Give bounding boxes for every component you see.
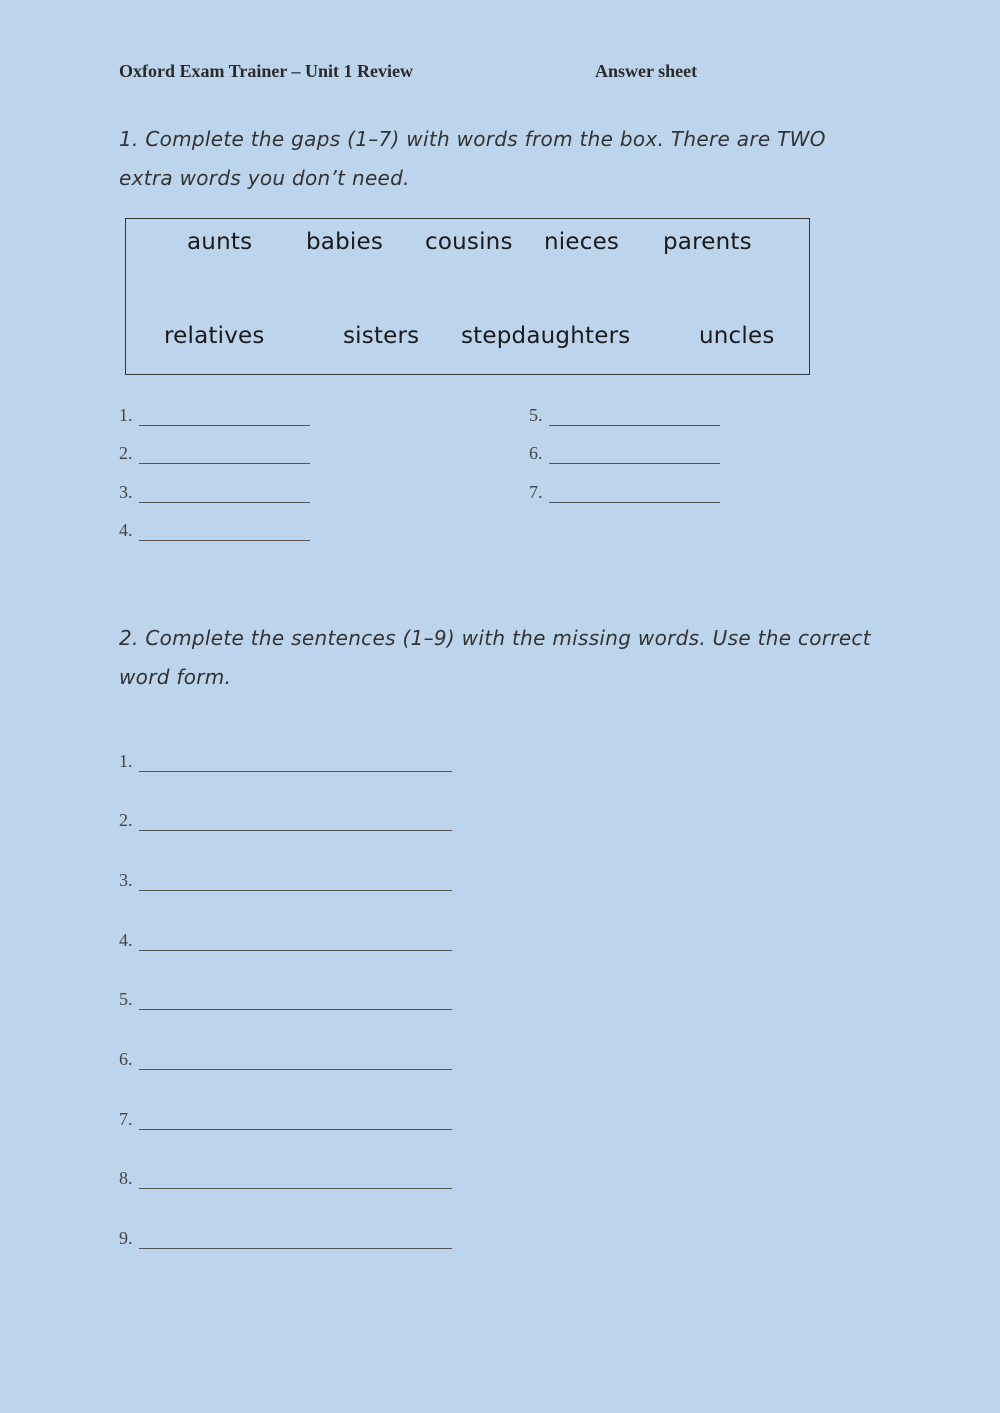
ex2-answer-blank[interactable]: [139, 816, 452, 831]
answer-sheet-label: Answer sheet: [595, 61, 698, 81]
ex1-answer-line[interactable]: [529, 482, 720, 503]
word-box-item: stepdaughters: [461, 323, 631, 349]
word-box-item: nieces: [544, 229, 620, 255]
ex1-answer-blank[interactable]: [139, 411, 310, 426]
ex2-answer-blank[interactable]: [139, 1055, 452, 1070]
ex2-answer-blank[interactable]: [139, 936, 452, 951]
word-box-item: relatives: [164, 323, 265, 349]
ex2-answer-number: 1.: [119, 751, 133, 771]
ex1-answer-blank[interactable]: [139, 488, 310, 503]
ex1-answer-line[interactable]: [529, 405, 720, 426]
ex2-answer-line[interactable]: [119, 810, 452, 831]
ex2-answer-number: 7.: [119, 1109, 133, 1129]
ex2-answer-blank[interactable]: [139, 1174, 452, 1189]
word-box-item: sisters: [343, 323, 420, 349]
ex1-answer-line[interactable]: [119, 405, 310, 426]
word-box-item: babies: [306, 229, 384, 255]
ex2-answer-blank[interactable]: [139, 1115, 452, 1130]
ex2-answer-number: 9.: [119, 1228, 133, 1248]
word-box-item: uncles: [699, 323, 775, 349]
ex1-answer-number: 7.: [529, 482, 543, 502]
ex2-answer-blank[interactable]: [139, 757, 452, 772]
ex2-answer-line[interactable]: [119, 751, 452, 772]
ex2-answer-number: 2.: [119, 810, 133, 830]
exercise1-instruction-line2: extra words you don’t need.: [119, 166, 410, 190]
exercise2-instruction: [119, 619, 879, 697]
exercise2-instruction-line1: 2. Complete the sentences (1–9) with the missing words. Use the correct: [119, 626, 871, 650]
ex2-answer-blank[interactable]: [139, 876, 452, 891]
ex1-answer-line[interactable]: [119, 443, 310, 464]
ex1-answer-number: 2.: [119, 443, 133, 463]
ex2-answer-line[interactable]: [119, 930, 452, 951]
word-box-item: parents: [663, 229, 752, 255]
ex2-answer-line[interactable]: [119, 1109, 452, 1130]
ex2-answer-blank[interactable]: [139, 1234, 452, 1249]
ex1-answer-blank[interactable]: [549, 449, 720, 464]
ex2-answer-number: 5.: [119, 989, 133, 1009]
ex1-answer-line[interactable]: [119, 520, 310, 541]
ex1-answer-blank[interactable]: [549, 411, 720, 426]
ex1-answer-number: 6.: [529, 443, 543, 463]
worksheet-title: Oxford Exam Trainer – Unit 1 Review: [119, 61, 413, 81]
ex2-answer-number: 6.: [119, 1049, 133, 1069]
ex2-answer-number: 8.: [119, 1168, 133, 1188]
ex1-answer-blank[interactable]: [139, 449, 310, 464]
exercise2-instruction-line2: word form.: [119, 665, 232, 689]
ex2-answer-blank[interactable]: [139, 995, 452, 1010]
ex2-answer-number: 4.: [119, 930, 133, 950]
ex2-answer-line[interactable]: [119, 989, 452, 1010]
exercise1-instruction-line1: 1. Complete the gaps (1–7) with words from the box. There are TWO: [119, 127, 826, 151]
ex1-answer-blank[interactable]: [139, 526, 310, 541]
ex2-answer-line[interactable]: [119, 1228, 452, 1249]
exercise1-instruction: [119, 120, 879, 198]
ex1-answer-line[interactable]: [529, 443, 720, 464]
ex1-answer-number: 3.: [119, 482, 133, 502]
ex1-answer-number: 4.: [119, 520, 133, 540]
word-box-item: aunts: [187, 229, 253, 255]
ex2-answer-line[interactable]: [119, 870, 452, 891]
ex1-answer-number: 1.: [119, 405, 133, 425]
ex1-answer-number: 5.: [529, 405, 543, 425]
ex2-answer-number: 3.: [119, 870, 133, 890]
word-box: [125, 218, 810, 375]
ex1-answer-line[interactable]: [119, 482, 310, 503]
ex2-answer-line[interactable]: [119, 1049, 452, 1070]
word-box-item: cousins: [425, 229, 513, 255]
ex1-answer-blank[interactable]: [549, 488, 720, 503]
ex2-answer-line[interactable]: [119, 1168, 452, 1189]
